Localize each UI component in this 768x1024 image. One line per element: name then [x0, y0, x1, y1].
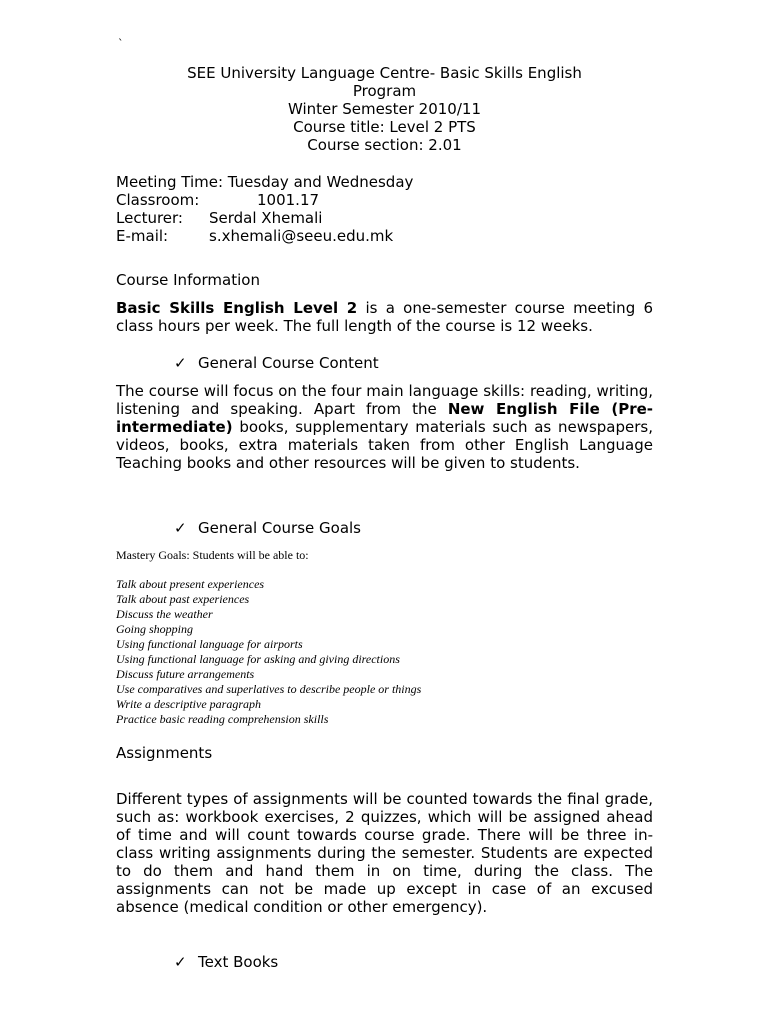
lecturer-value: Serdal Xhemali	[209, 209, 323, 227]
list-item: Talk about past experiences	[116, 592, 250, 606]
email-value[interactable]: s.xhemali@seeu.edu.mk	[209, 227, 394, 245]
course-information-rest: is a one-semester course meeting 6 class hours per week. The full length of the course is 12 weeks.	[116, 299, 653, 335]
list-item: Going shopping	[116, 622, 194, 636]
assignments-text: Different types of assignments will be counted towards the final grade, such as: workbook exercises, 2 quizzes, which will be assigned ahead of time and will count towards course grade. There will be three in-class writing assignments during the semester. Students are expected to do them and hand them in on time, during the class. The assignments can not be made up except in case of an excused absence (medical condition or other emergency).	[116, 790, 653, 916]
header-line-4: Course title: Level 2 PTS	[293, 118, 476, 136]
content-text-before: The course will focus on the four main language skills: reading, writing, listening and speaking. Apart from the	[116, 382, 653, 418]
email-row	[116, 227, 413, 245]
content-heading-label: General Course Content	[198, 354, 379, 372]
checkmark-icon: ✓	[174, 953, 187, 971]
textbooks-heading-label: Text Books	[198, 953, 279, 971]
checkmark-icon: ✓	[174, 519, 187, 537]
list-item: Discuss the weather	[116, 607, 213, 621]
list-item: Using functional language for airports	[116, 637, 303, 651]
general-course-goals-heading	[174, 519, 361, 537]
classroom-row	[116, 191, 413, 209]
meeting-time: Meeting Time: Tuesday and Wednesday	[116, 173, 414, 191]
lecturer-label: Lecturer:	[116, 209, 183, 227]
header-line-3: Winter Semester 2010/11	[288, 100, 481, 118]
checkmark-icon: ✓	[174, 354, 187, 372]
content-text-after: books, supplementary materials such as newspapers, videos, books, extra materials taken from other English Language Teaching books and other resources will be given to students.	[116, 418, 653, 472]
header-line-2: Program	[352, 82, 417, 100]
list-item: Use comparatives and superlatives to describe people or things	[116, 682, 422, 696]
lecturer-row	[116, 209, 413, 227]
email-label: E-mail:	[116, 227, 169, 245]
list-item: Write a descriptive paragraph	[116, 697, 261, 711]
list-item: Using functional language for asking and giving directions	[116, 652, 400, 666]
general-course-content-heading	[174, 354, 379, 372]
goals-heading-label: General Course Goals	[198, 519, 361, 537]
course-name-bold: Basic Skills English Level 2	[116, 299, 358, 317]
document-header	[116, 64, 653, 154]
text-books-heading	[174, 953, 278, 971]
course-content-text	[116, 382, 653, 472]
course-information-heading: Course Information	[116, 271, 260, 289]
list-item: Practice basic reading comprehension skills	[116, 712, 329, 726]
goals-list	[116, 577, 421, 727]
course-meta	[116, 173, 413, 245]
stray-mark: `	[118, 37, 124, 50]
mastery-goals-intro: Mastery Goals: Students will be able to:	[116, 548, 309, 562]
list-item: Discuss future arrangements	[116, 667, 255, 681]
course-information-text	[116, 299, 653, 335]
classroom-label: Classroom:	[116, 191, 200, 209]
assignments-heading: Assignments	[116, 744, 213, 762]
textbook-name-bold: New English File (Pre-intermediate)	[116, 400, 653, 436]
list-item: Talk about present experiences	[116, 577, 265, 591]
header-line-1: SEE University Language Centre- Basic Skills English	[187, 64, 582, 82]
header-line-5: Course section: 2.01	[307, 136, 462, 154]
classroom-value: 1001.17	[257, 191, 320, 209]
